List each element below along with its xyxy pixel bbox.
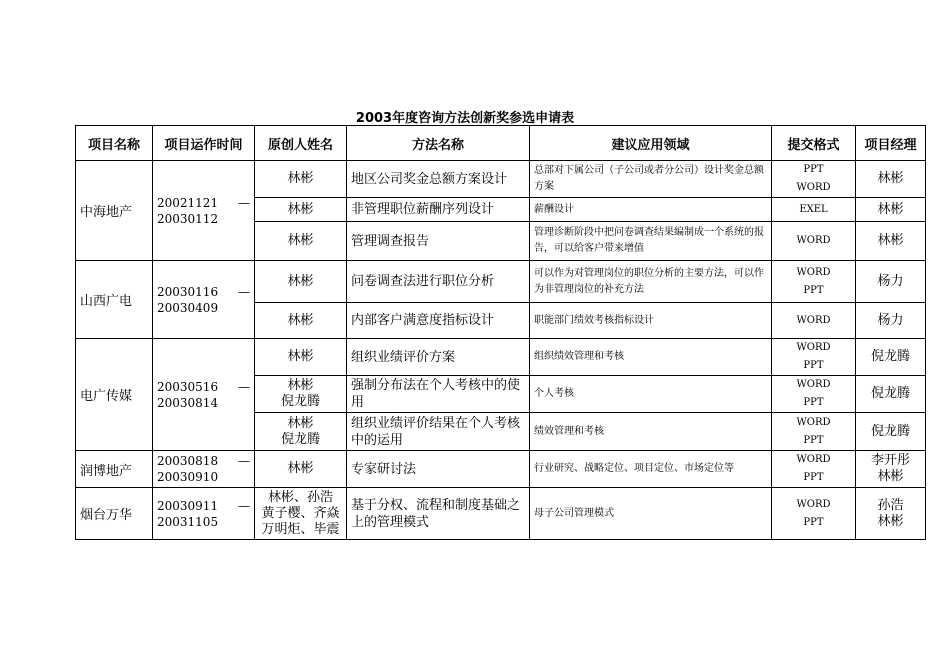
method-cell: 非管理职位薪酬序列设计 bbox=[347, 198, 530, 222]
manager-cell bbox=[856, 303, 926, 339]
start-date: 20030818 bbox=[157, 454, 219, 468]
manager-cell bbox=[856, 339, 926, 376]
end-date: 20031105 bbox=[157, 514, 219, 529]
format-cell-line: EXEL bbox=[799, 203, 828, 215]
application-cell: 管理诊断阶段中把问卷调查结果编制成一个系统的报告，可以给客户带来增值 bbox=[530, 222, 772, 261]
manager-cell-line: 林彬 bbox=[877, 201, 904, 217]
header-creator: 原创人姓名 bbox=[255, 126, 347, 161]
creator-cell bbox=[255, 451, 347, 488]
end-date: 20030814 bbox=[157, 395, 219, 410]
method-cell: 专家研讨法 bbox=[347, 451, 530, 488]
format-cell-line: WORD bbox=[796, 454, 831, 465]
format-cell bbox=[772, 222, 856, 261]
format-cell-line: PPT bbox=[803, 397, 824, 408]
format-cell bbox=[772, 488, 856, 540]
creator-cell bbox=[255, 222, 347, 261]
creator-cell-line: 万明炬、毕震 bbox=[261, 521, 340, 537]
manager-cell-line: 倪龙腾 bbox=[870, 386, 910, 401]
table-row bbox=[76, 451, 926, 488]
format-cell-line: PPT bbox=[803, 284, 824, 296]
format-cell bbox=[772, 198, 856, 222]
format-cell-line: WORD bbox=[796, 235, 831, 246]
creator-cell-line: 林彬 bbox=[287, 201, 314, 217]
manager-cell-line: 林彬 bbox=[877, 171, 904, 186]
end-date: 20030409 bbox=[157, 300, 219, 315]
format-cell bbox=[772, 161, 856, 198]
manager-cell-line: 李开彤 bbox=[870, 453, 910, 468]
date-dash: — bbox=[238, 454, 250, 468]
project-name-cell: 山西广电 bbox=[76, 261, 153, 339]
format-cell bbox=[772, 339, 856, 376]
application-cell: 个人考核 bbox=[530, 376, 772, 413]
start-date: 20030116 bbox=[157, 284, 219, 299]
application-cell: 组织绩效管理和考核 bbox=[530, 339, 772, 376]
manager-cell-line: 杨力 bbox=[877, 312, 904, 328]
format-cell-line: PPT bbox=[803, 472, 824, 483]
creator-cell-line: 林彬 bbox=[287, 312, 314, 328]
manager-cell bbox=[856, 451, 926, 488]
format-cell-line: WORD bbox=[796, 266, 831, 278]
format-cell bbox=[772, 413, 856, 451]
project-name-cell: 中海地产 bbox=[76, 161, 153, 261]
creator-cell-line: 林彬、孙浩 bbox=[267, 489, 333, 505]
method-cell: 问卷调查法进行职位分析 bbox=[347, 261, 530, 303]
creator-cell bbox=[255, 376, 347, 413]
date-dash: — bbox=[238, 498, 250, 513]
format-cell-line: WORD bbox=[796, 314, 831, 326]
project-time-cell bbox=[153, 488, 255, 540]
manager-cell bbox=[856, 222, 926, 261]
manager-cell-line: 倪龙腾 bbox=[870, 349, 910, 364]
format-cell-line: PPT bbox=[803, 516, 824, 528]
creator-cell-line: 林彬 bbox=[287, 461, 314, 476]
creator-cell bbox=[255, 198, 347, 222]
manager-cell-line: 杨力 bbox=[877, 273, 904, 289]
format-cell bbox=[772, 261, 856, 303]
creator-cell-line: 黄子樱、齐焱 bbox=[261, 505, 340, 521]
method-cell: 基于分权、流程和制度基础之上的管理模式 bbox=[347, 488, 530, 540]
creator-cell bbox=[255, 339, 347, 376]
start-date: 20030911 bbox=[157, 498, 219, 513]
creator-cell-line: 林彬 bbox=[287, 378, 314, 393]
format-cell bbox=[772, 451, 856, 488]
manager-cell bbox=[856, 161, 926, 198]
project-time-cell bbox=[153, 339, 255, 451]
creator-cell bbox=[255, 161, 347, 198]
manager-cell bbox=[856, 413, 926, 451]
manager-cell bbox=[856, 488, 926, 540]
manager-cell bbox=[856, 376, 926, 413]
creator-cell-line: 林彬 bbox=[287, 233, 314, 248]
project-time-cell bbox=[153, 451, 255, 488]
header-method: 方法名称 bbox=[347, 126, 530, 161]
application-cell: 行业研究、战略定位、项目定位、市场定位等 bbox=[530, 451, 772, 488]
header-manager: 项目经理 bbox=[856, 126, 926, 161]
manager-cell-line: 林彬 bbox=[877, 513, 904, 529]
format-cell-line: WORD bbox=[796, 498, 831, 510]
creator-cell bbox=[255, 261, 347, 303]
format-cell-line: WORD bbox=[796, 182, 831, 193]
header-project-time: 项目运作时间 bbox=[153, 126, 255, 161]
method-cell: 内部客户满意度指标设计 bbox=[347, 303, 530, 339]
manager-cell-line: 林彬 bbox=[877, 469, 904, 484]
date-dash: — bbox=[238, 379, 250, 394]
format-cell-line: WORD bbox=[796, 379, 831, 390]
end-date: 20030910 bbox=[157, 470, 219, 484]
header-application: 建议应用领域 bbox=[530, 126, 772, 161]
method-cell: 组织业绩评价方案 bbox=[347, 339, 530, 376]
format-cell-line: WORD bbox=[796, 416, 831, 428]
manager-cell bbox=[856, 198, 926, 222]
application-cell: 可以作为对管理岗位的职位分析的主要方法，可以作为非管理岗位的补充方法 bbox=[530, 261, 772, 303]
application-cell: 职能部门绩效考核指标设计 bbox=[530, 303, 772, 339]
table-row bbox=[76, 261, 926, 303]
creator-cell-line: 林彬 bbox=[287, 349, 314, 364]
page-title: 2003年度咨询方法创新奖参选申请表 bbox=[355, 111, 575, 126]
manager-cell bbox=[856, 261, 926, 303]
format-cell bbox=[772, 303, 856, 339]
method-cell: 组织业绩评价结果在个人考核中的运用 bbox=[347, 413, 530, 451]
creator-cell-line: 林彬 bbox=[287, 273, 314, 289]
application-cell: 总部对下属公司（子公司或者分公司）设计奖金总额方案 bbox=[530, 161, 772, 198]
table-body bbox=[76, 161, 926, 540]
start-date: 20030516 bbox=[157, 379, 219, 394]
application-cell: 绩效管理和考核 bbox=[530, 413, 772, 451]
project-time-cell bbox=[153, 161, 255, 261]
creator-cell-line: 倪龙腾 bbox=[280, 431, 320, 447]
format-cell-line: PPT bbox=[803, 360, 824, 371]
project-name-cell: 烟台万华 bbox=[76, 488, 153, 540]
date-dash: — bbox=[238, 284, 250, 299]
application-cell: 薪酬设计 bbox=[530, 198, 772, 222]
manager-cell-line: 孙浩 bbox=[877, 497, 904, 513]
manager-cell-line: 倪龙腾 bbox=[870, 423, 910, 439]
format-cell-line: WORD bbox=[796, 342, 831, 353]
format-cell-line: PPT bbox=[803, 164, 824, 175]
start-date: 20021121 bbox=[157, 195, 219, 210]
end-date: 20030112 bbox=[157, 211, 219, 226]
header-row bbox=[76, 126, 926, 161]
project-time-cell bbox=[153, 261, 255, 339]
table-row bbox=[76, 161, 926, 198]
project-name-cell: 润博地产 bbox=[76, 451, 153, 488]
table-row bbox=[76, 339, 926, 376]
header-format: 提交格式 bbox=[772, 126, 856, 161]
application-cell: 母子公司管理模式 bbox=[530, 488, 772, 540]
date-dash: — bbox=[238, 195, 250, 210]
header-project-name: 项目名称 bbox=[76, 126, 153, 161]
creator-cell-line: 林彬 bbox=[287, 415, 314, 431]
creator-cell-line: 林彬 bbox=[287, 171, 314, 186]
format-cell bbox=[772, 376, 856, 413]
creator-cell-line: 倪龙腾 bbox=[280, 394, 320, 409]
project-name-cell: 电广传媒 bbox=[76, 339, 153, 451]
creator-cell bbox=[255, 303, 347, 339]
application-table bbox=[75, 125, 926, 540]
method-cell: 强制分布法在个人考核中的使用 bbox=[347, 376, 530, 413]
creator-cell bbox=[255, 488, 347, 540]
table-row bbox=[76, 488, 926, 540]
method-cell: 地区公司奖金总额方案设计 bbox=[347, 161, 530, 198]
creator-cell bbox=[255, 413, 347, 451]
format-cell-line: PPT bbox=[803, 434, 824, 446]
manager-cell-line: 林彬 bbox=[877, 233, 904, 248]
method-cell: 管理调查报告 bbox=[347, 222, 530, 261]
